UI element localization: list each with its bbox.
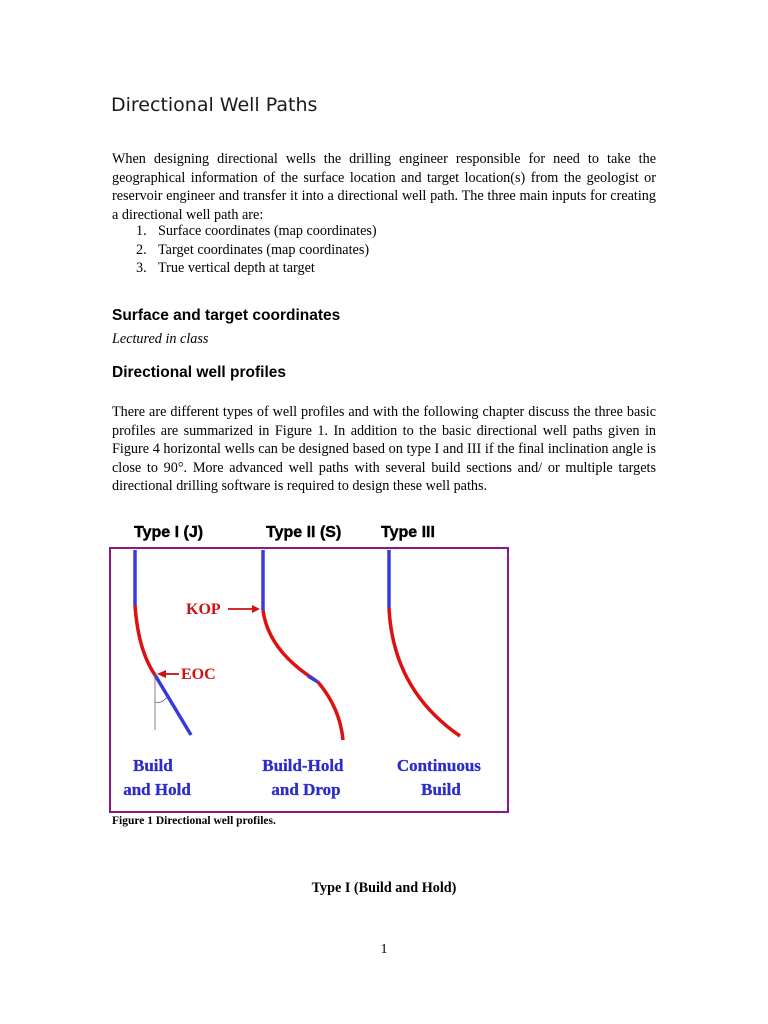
type2-build-curve: [263, 610, 315, 680]
type1-hold-section: [155, 675, 191, 735]
type-label-1: Type I (J): [134, 524, 204, 541]
section-heading-profiles: Directional well profiles: [112, 364, 286, 381]
profile-name-2: Build-Hold and Drop: [262, 756, 344, 799]
list-item: 1. Surface coordinates (map coordinates): [136, 223, 377, 239]
section-heading-coordinates: Surface and target coordinates: [112, 307, 341, 324]
inputs-list: [136, 222, 377, 278]
list-item: 3. True vertical depth at target: [136, 260, 315, 277]
type1-subheading: Type I (Build and Hold): [311, 880, 457, 896]
type2-drop-curve: [318, 682, 343, 740]
inclination-angle-arc: [155, 697, 167, 702]
type3-build-curve: [389, 608, 460, 736]
page-number: 1: [380, 942, 388, 957]
list-item: 2. Target coordinates (map coordinates): [136, 241, 370, 258]
type1-build-curve: [135, 605, 155, 675]
intro-paragraph: When designing directional wells the drilling engineer responsible for need to take the geographical information of the surface location and target location(s) from the geologist or reservoir engineer and transfer it into a directional well path. The three main inputs for creating a directional well path are:: [112, 151, 656, 223]
kop-label: KOP: [186, 601, 221, 618]
type-label-3: Type III: [381, 524, 435, 541]
eoc-label: EOC: [181, 666, 216, 683]
page-title: Directional Well Paths: [111, 94, 318, 116]
eoc-arrow-head: [157, 670, 166, 678]
figure-caption: Figure 1 Directional well profiles.: [112, 815, 276, 827]
kop-arrow-head: [252, 605, 260, 613]
section-note: Lectured in class: [112, 331, 209, 347]
well-profiles-figure: [108, 510, 512, 820]
profile-name-1: Build and Hold: [123, 756, 191, 799]
profile-name-3: Continuous Build: [396, 756, 481, 799]
type-label-2: Type II (S): [266, 524, 342, 541]
profiles-paragraph: There are different types of well profiles and with the following chapter discuss the three basic profiles are summarized in Figure 1. In addition to the basic directional well paths given in Figure 4 horizontal wells can be designed based on type I and III if the final inclination angle is close to 90°. More advanced well paths with several build sections and/ or multiple targets directional drilling software is required to design these well paths.: [112, 404, 656, 495]
